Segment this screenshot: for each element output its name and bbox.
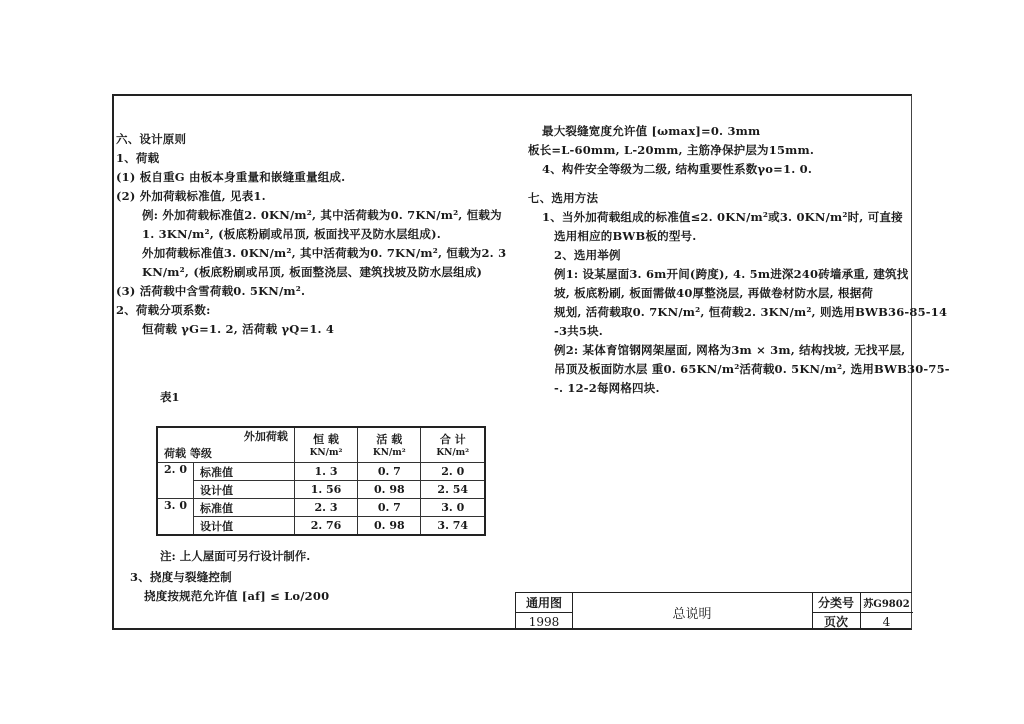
value-type-cell: 标准值: [193, 463, 294, 481]
live-load-cell: 0. 7: [358, 463, 421, 481]
page-number: 4: [882, 614, 891, 629]
table-caption: 表1: [160, 390, 180, 404]
text-line: 恒荷载 γG=1. 2, 活荷载 γQ=1. 4: [142, 322, 335, 336]
text-line: 挠度按规范允许值 [af] ≤ Lo/200: [144, 589, 330, 603]
corner-bottom-label: 荷载 等级: [164, 447, 212, 460]
text-line: 例1: 设某屋面3. 6m开间(跨度), 4. 5m进深240砖墙承重, 建筑找: [554, 267, 909, 281]
drawing-title: 总说明: [672, 606, 712, 622]
section-3-heading: 3、挠度与裂缝控制: [130, 570, 232, 584]
live-load-cell: 0. 98: [358, 517, 421, 536]
corner-top-label: 外加荷载: [243, 430, 288, 443]
unit-label: KN/m²: [372, 448, 406, 458]
load-level-cell: 3. 0: [157, 499, 193, 536]
dead-load-cell: 2. 3: [294, 499, 357, 517]
table-note: 注: 上人屋面可另行设计制作.: [160, 549, 311, 563]
total-cell: 2. 0: [421, 463, 485, 481]
right-column: [528, 122, 950, 398]
text-line: 例2: 某体育馆钢网架屋面, 网格为3m × 3m, 结构找坡, 无找平层,: [554, 343, 906, 357]
design-principles-section: [116, 130, 506, 339]
unit-label: KN/m²: [309, 448, 343, 458]
general-drawing-label: 通用图: [525, 596, 562, 610]
unit-label: KN/m²: [436, 448, 470, 458]
section-7-heading: 七、选用方法: [528, 191, 599, 205]
text-line: 选用相应的BWB板的型号.: [554, 229, 697, 243]
text-line: -. 12-2每网格四块.: [554, 381, 660, 395]
section-6-heading: 六、设计原则: [116, 132, 187, 146]
text-line: 板长=L-60mm, L-20mm, 主筋净保护层为15mm.: [528, 143, 815, 157]
table-row: [157, 499, 485, 517]
text-line: (3) 活荷载中含雪荷载0. 5KN/m².: [116, 284, 306, 298]
text-line: 4、构件安全等级为二级, 结构重要性系数γo=1. 0.: [542, 162, 813, 176]
text-line: 例: 外加荷载标准值2. 0KN/m², 其中活荷载为0. 7KN/m², 恒载为: [142, 208, 502, 222]
text-line: 外加荷载标准值3. 0KN/m², 其中活荷载为0. 7KN/m², 恒载为2. 3: [142, 246, 507, 260]
page-label: 页次: [823, 615, 848, 629]
text-line: 最大裂缝宽度允许值 [ωmax]=0. 3mm: [542, 124, 761, 138]
classification-number: 苏G9802: [863, 599, 910, 610]
value-type-cell: 设计值: [193, 517, 294, 536]
text-line: 吊顶及板面防水层 重0. 65KN/m²活荷载0. 5KN/m², 选用BWB30-75-: [554, 362, 950, 376]
title-block: [515, 592, 912, 630]
text-line: (2) 外加荷载标准值, 见表1.: [116, 189, 266, 203]
value-type-cell: 设计值: [193, 481, 294, 499]
live-load-cell: 0. 98: [358, 481, 421, 499]
year-label: 1998: [528, 614, 560, 629]
total-cell: 3. 0: [421, 499, 485, 517]
classification-label: 分类号: [817, 596, 854, 610]
table-row: [157, 463, 485, 481]
text-line: 1. 3KN/m², (板底粉刷或吊顶, 板面找平及防水层组成).: [142, 227, 441, 241]
load-factors-heading: 2、荷载分项系数:: [116, 303, 211, 317]
live-load-header: 活 载 KN/m²: [358, 427, 421, 463]
text-line: 规划, 活荷载取0. 7KN/m², 恒荷载2. 3KN/m², 则选用BWB36-85-14: [554, 305, 948, 319]
deflection-crack-section: [130, 568, 329, 606]
dead-load-cell: 2. 76: [294, 517, 357, 536]
table-row: [157, 517, 485, 536]
text-line: 1、当外加荷载组成的标准值≤2. 0KN/m²或3. 0KN/m²时, 可直接: [542, 210, 903, 224]
load-level-cell: 2. 0: [157, 463, 193, 499]
table-header-row: [157, 427, 485, 463]
total-cell: 2. 54: [421, 481, 485, 499]
dead-load-cell: 1. 3: [294, 463, 357, 481]
loads-heading: 1、荷载: [116, 151, 160, 165]
total-cell: 3. 74: [421, 517, 485, 536]
table-row: [157, 481, 485, 499]
text-line: (1) 板自重G 由板本身重量和嵌缝重量组成.: [116, 170, 346, 184]
text-line: 坡, 板底粉刷, 板面需做40厚整浇层, 再做卷材防水层, 根据荷: [554, 286, 874, 300]
dead-load-header: 恒 载 KN/m²: [294, 427, 357, 463]
value-type-cell: 标准值: [193, 499, 294, 517]
table-corner-cell: [157, 427, 294, 463]
dead-load-cell: 1. 56: [294, 481, 357, 499]
live-load-cell: 0. 7: [358, 499, 421, 517]
load-table: [156, 426, 486, 536]
text-line: KN/m², (板底粉刷或吊顶, 板面整浇层、建筑找坡及防水层组成): [142, 265, 483, 279]
text-line: -3共5块.: [554, 324, 603, 338]
total-header: 合 计 KN/m²: [421, 427, 485, 463]
text-line: 2、选用举例: [554, 248, 621, 262]
